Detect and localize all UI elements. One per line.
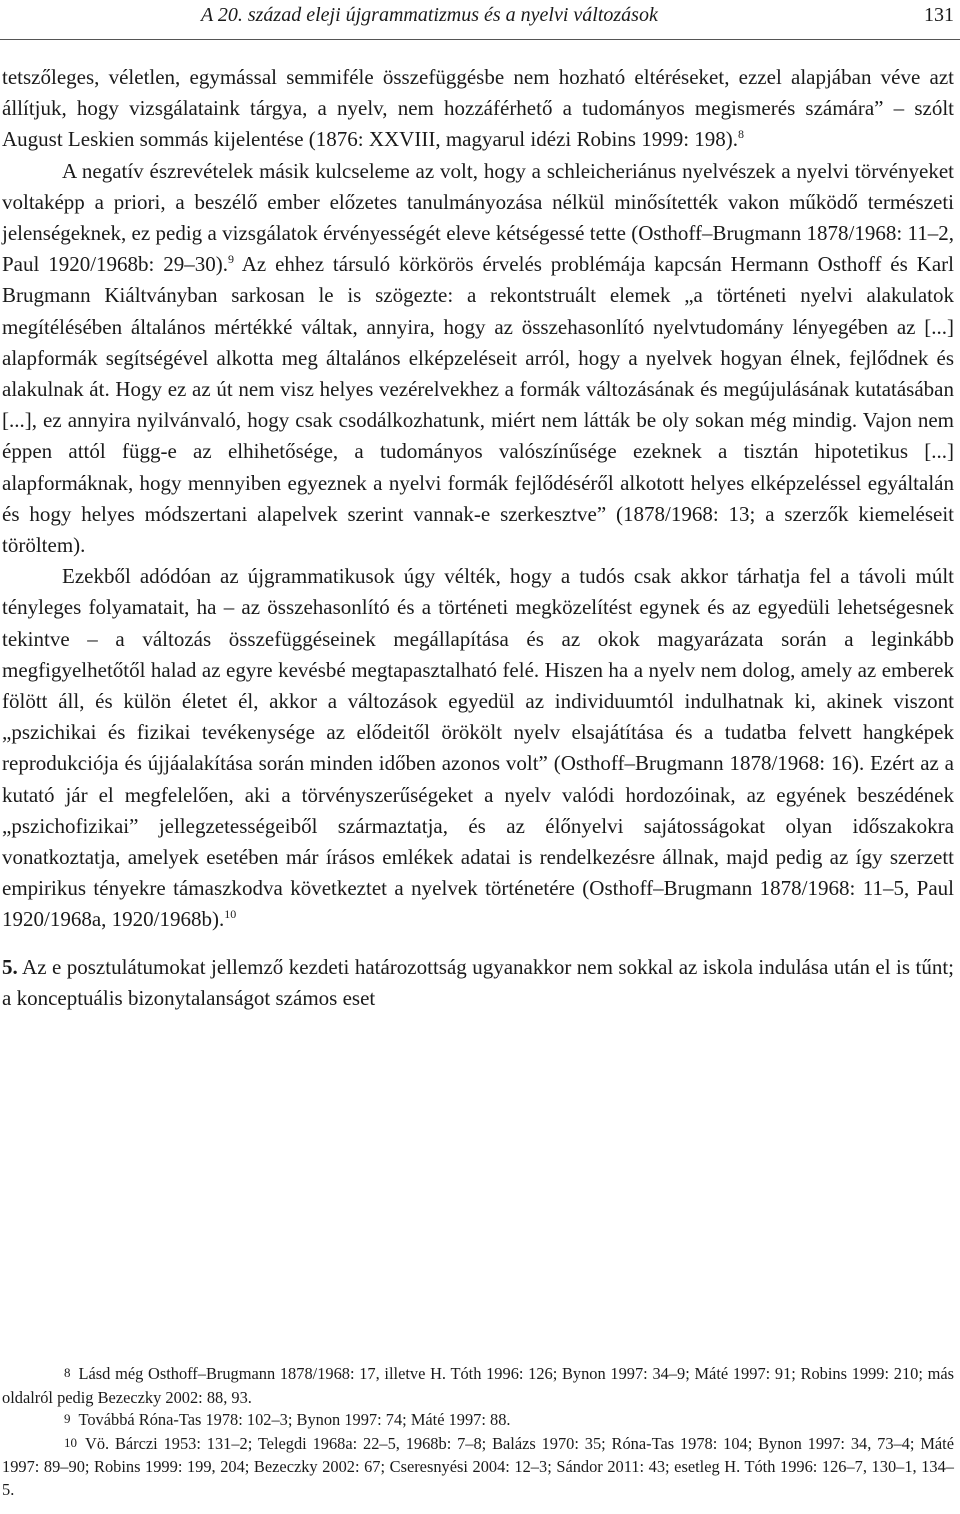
footnote: [2, 1433, 954, 1502]
footnote-mark: 10: [64, 1434, 77, 1450]
footnote: [2, 1409, 954, 1433]
page-number: 131: [924, 4, 954, 26]
paragraph: [2, 561, 954, 935]
footnote-text: Továbbá Róna-Tas 1978: 102‒3; Bynon 1997: 74; Máté 1997: 88.: [78, 1410, 511, 1429]
footnote-ref[interactable]: 10: [224, 907, 237, 922]
paragraph-text: Az ehhez társuló körkörös érvelés problémája kapcsán Hermann Osthoff és Karl Brugmann Kiáltványban sarkosan le is szögezte: a rekontstruált elemek „a történeti nyelvi alakulatok megítélésében általános mértékké váltak, annyira, hogy az összehasonlító nyelvtudomány lényegében az [...] alapformák segítségével alkotta meg általános elképzeléseit arról, hogy a nyelvek hogyan élnek, fejlődnek és alakulnak át. Hogy ez az út nem visz helyes vezérelvekhez a formák változásának és megújulásának kutatásában [...], ez annyira nyilvánvaló, hogy csak csodálkozhatunk, miért nem látták be oly sokan még mindig. Vajon nem éppen attól függ-e az elhihetősége, a tudományos valószínűsége ezeknek a tisztán hipotetikus [...] alapformáknak, hogy mennyiben egyeznek a nyelvi formák fejlődéséről alkotott helyes elképzeléssel egyáltalán és hogy helyes módszertani alapelvek szerint vannak-e szerkesztve” (1878/1968: 13; a szerzők kiemeléseit töröltem).: [2, 252, 954, 558]
main-text: [2, 62, 954, 1014]
footnote-text: Lásd még Osthoff‒Brugmann 1878/1968: 17, illetve H. Tóth 1996: 126; Bynon 1997: 34‒9; Máté 1997: 91; Robins 1999: 210; más oldalról pedig Bezeczky 2002: 88, 93.: [2, 1364, 954, 1407]
running-title: A 20. század eleji újgrammatizmus és a nyelvi változások: [201, 4, 658, 26]
paragraph-text: Az e posztulátumokat jellemző kezdeti határozottság ugyanakkor nem sokkal az iskola indulása után el is tűnt; a konceptuális bizonytalanságot számos eset: [2, 954, 954, 1010]
paragraph: [2, 62, 954, 156]
paragraph-text: Ezekből adódóan az újgrammatikusok úgy vélték, hogy a tudós csak akkor tárhatja fel a távoli múlt tényleges folyamatait, ha ‒ az összehasonlító és a történeti megközelítést egynek és az egyedüli lehetségesnek tekintve ‒ a változás összefüggéseinek megállapítása és az okok magyarázata során a leginkább megfigyelhetőtől halad az egyre kevésbé megtapasztalható felé. Hiszen ha a nyelv nem dolog, amely az emberek fölött áll, és külön életet él, akkor a változások egyedül az individuumtól indulhatnak ki, akinek viszont „pszichikai és fizikai tevékenysége az elődeitől örökölt nyelv elsajátítása és a tudatba felvett hangképek reprodukciója és újjáalakítása során minden időben azonos volt” (Osthoff‒Brugmann 1878/1968: 16). Ezért az a kutató jár el megfelelően, aki a törvényszerűségeket a nyelv valódi hordozóinak, az egyének beszédének „pszichofizikai” jellegzetességeiből származtatja, és az élőnyelvi sajátosságokat olyan időszakokra vonatkoztatja, amelyek esetében már írásos emlékek adatai is rendelkezésre állnak, majd pedig az így szerzett empirikus tényekre támaszkodva következtet a nyelvek történetére (Osthoff‒Brugmann 1878/1968: 11‒5, Paul 1920/1968a, 1920/1968b).: [2, 564, 954, 932]
footnote: [2, 1363, 954, 1409]
section-number: 5.: [2, 954, 18, 979]
footnote-text: Vö. Bárczi 1953: 131‒2; Telegdi 1968a: 22‒5, 1968b: 7‒8; Balázs 1970: 35; Róna-Tas 1978: 104; Bynon 1997: 34, 73‒4; Máté 1997: 89‒90; Robins 1999: 199, 204; Bezeczky 2002: 67; Cseresnyési 2004: 12‒3; Sándor 2011: 43; esetleg H. Tóth 1996: 126‒7, 130‒1, 134‒5.: [2, 1433, 954, 1499]
footnote-ref[interactable]: 8: [738, 127, 745, 142]
running-header: [0, 0, 960, 40]
footnote-mark: 8: [64, 1365, 71, 1380]
paragraph: [2, 156, 954, 562]
paragraph-text: A negatív észrevételek másik kulcseleme az volt, hogy a schleicheriánus nyelvészek a nyelvi törvényeket voltaképp a priori, a beszélő ember előzetes tanulmányozása nélkül minősítették vakon működő természeti jelenségeknek, ez pedig a vizsgálatok érvényességét eleve kétségessé tette (Osthoff‒Brugmann 1878/1968: 11‒2, Paul 1920/1968b: 29‒30).: [2, 158, 954, 277]
section-paragraph: [2, 952, 954, 1014]
paragraph-text: tetszőleges, véletlen, egymással semmiféle összefüggésbe nem hozható eltéréseket, ezzel alapjában véve azt állítjuk, hogy vizsgálataink tárgya, a nyelv, nem hozzáférhető a tudományos megismerés számára” ‒ szólt August Leskien sommás kijelentése (1876: XXVIII, magyarul idézi Robins 1999: 198).: [2, 65, 954, 152]
footnotes: [2, 1363, 954, 1501]
footnote-ref[interactable]: 9: [228, 252, 234, 267]
header-rule: [0, 39, 960, 40]
footnote-mark: 9: [64, 1411, 71, 1426]
